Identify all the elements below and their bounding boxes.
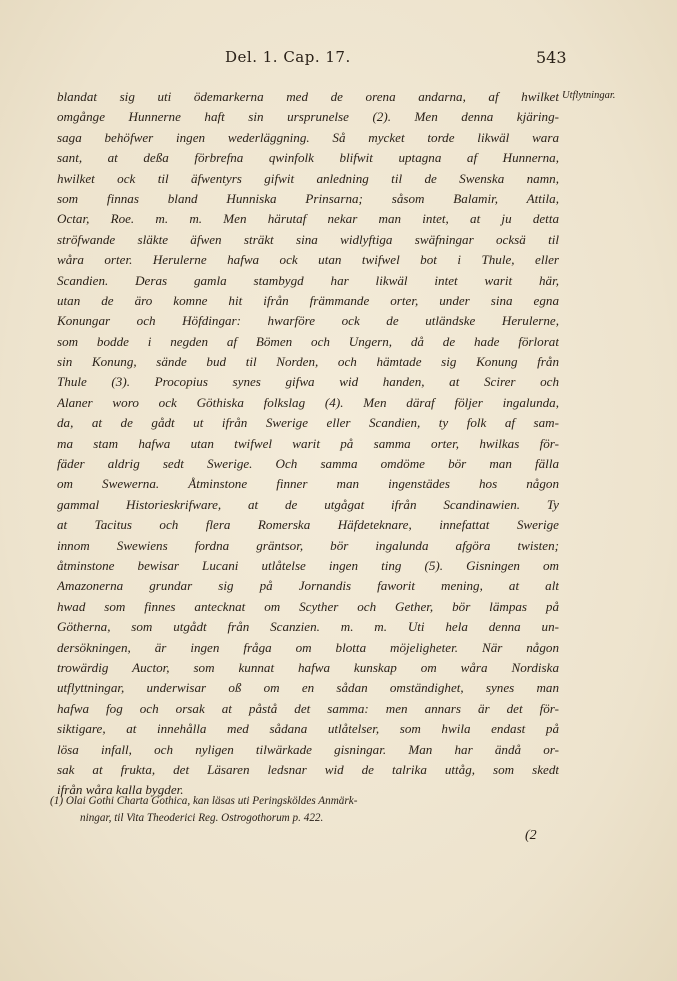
text-line: utan de äro komne hit ifrån främmande orter, under sina egna bbox=[57, 292, 559, 308]
text-line: Octar, Roe. m. m. Men härutaf nekar man intet, at ju detta bbox=[57, 211, 559, 227]
page-header bbox=[0, 48, 677, 70]
body-text bbox=[57, 87, 559, 801]
text-line: ströfwande släkte äfwen sträkt sina widlyftiga swäfningar ocksä til bbox=[57, 231, 559, 247]
footnote-line: (1) Olai Gothi Charta Gothica, kan läsas uti Peringsköldes Anmärk- bbox=[50, 795, 358, 807]
footnote bbox=[50, 793, 570, 827]
catchword: (2 bbox=[525, 828, 537, 843]
text-line: omgånge Hunnerne haft sin ursprunelse (2). Men denna kjäring- bbox=[57, 109, 559, 125]
text-line: siktigare, at innehålla med sådana utlåtelser, som hwila endast på bbox=[57, 721, 559, 737]
text-line: sin Konung, sände bud til Norden, och hämtade sig Konung från bbox=[57, 354, 559, 370]
text-line: da, at de gådt ut ifrån Swerige eller Scandien, ty folk af sam- bbox=[57, 415, 559, 431]
text-line: ma stam hafwa utan twifwel warit på samma orter, hwilkas för- bbox=[57, 435, 559, 451]
margin-note bbox=[562, 88, 672, 103]
text-line: lösa infall, och nyligen tilwärkade gisningar. Man har ändå or- bbox=[57, 741, 559, 757]
text-line: om Swewerna. Åtminstone finner man ingenstädes hos någon bbox=[57, 476, 559, 492]
text-line: ifrån wåra kalla bygder. bbox=[57, 782, 184, 798]
text-line: sak at frukta, det Läsaren ledsnar wid de talrika uttåg, som skedt bbox=[57, 761, 559, 777]
text-line: gammal Historieskrifware, at de utgågat ifrån Scandinawien. Ty bbox=[57, 496, 559, 512]
text-line: saga behöfwer ingen wederläggning. Så mycket torde likwäl wara bbox=[57, 129, 559, 145]
margin-note-line: Utflytningar. bbox=[562, 90, 616, 101]
text-line: blandat sig uti ödemarkerna med de orena andarna, af hwilket bbox=[57, 89, 559, 104]
text-line: wåra orter. Herulerne hafwa ock utan twifwel bot i Thule, eller bbox=[57, 252, 559, 268]
text-line: utflyttningar, underwisar oß om en sådan omständighet, synes man bbox=[57, 680, 559, 696]
text-line: sant, at deßa förbrefna qwinfolk blifwit uptagna af Hunnerna, bbox=[57, 150, 559, 166]
page-number: 543 bbox=[536, 48, 567, 67]
footnote-line: ningar, til Vita Theoderici Reg. Ostrogothorum p. 422. bbox=[80, 812, 324, 824]
text-line: som bodde i negden af Bömen och Ungern, då de hade förlorat bbox=[57, 333, 559, 349]
text-line: hafwa fog och orsak at påstå det samma: men annars är det för- bbox=[57, 700, 559, 716]
text-line: hwad som finnes antecknat om Scyther och Gether, bör lämpas på bbox=[57, 598, 559, 614]
text-line: at Tacitus och flera Romerska Häfdeteknare, innefattat Swerige bbox=[57, 517, 559, 533]
text-line: som finnas bland Hunniska Prinsarna; såsom Balamir, Attila, bbox=[57, 190, 559, 206]
text-line: Scandien. Deras gamla stambygd har likwäl intet warit här, bbox=[57, 272, 559, 288]
text-line: Thule (3). Procopius synes gifwa wid handen, at Scirer och bbox=[57, 374, 559, 390]
text-line: trowärdig Auctor, som kunnat hafwa kunskap om wåra Nordiska bbox=[57, 659, 559, 675]
text-line: Alaner woro ock Göthiska folkslag (4). Men däraf följer ingalunda, bbox=[57, 394, 559, 410]
running-head: Del. 1. Cap. 17. bbox=[225, 48, 351, 66]
text-line: Konungar och Höfdingar: hwarföre ock de utländske Herulerne, bbox=[57, 313, 559, 329]
text-line: Götherna, som utgådt från Scanzien. m. m. Uti hela denna un- bbox=[57, 619, 559, 635]
text-line: fäder aldrig sedt Swerige. Och samma omdöme bör man fälla bbox=[57, 456, 559, 472]
text-line: innom Swewiens fordna gräntsor, bör ingalunda afgöra twisten; bbox=[57, 537, 559, 553]
text-line: dersökningen, är ingen fråga om blotta möjeligheter. När någon bbox=[57, 639, 559, 655]
text-line: Amazonerna grundar sig på Jornandis faworit mening, at alt bbox=[57, 578, 559, 594]
text-line: åtminstone bewisar Lucani utlåtelse ingen ting (5). Gisningen om bbox=[57, 557, 559, 573]
text-line: hwilket ock til äfwentyrs gifwit anledning til de Swenska namn, bbox=[57, 170, 559, 186]
